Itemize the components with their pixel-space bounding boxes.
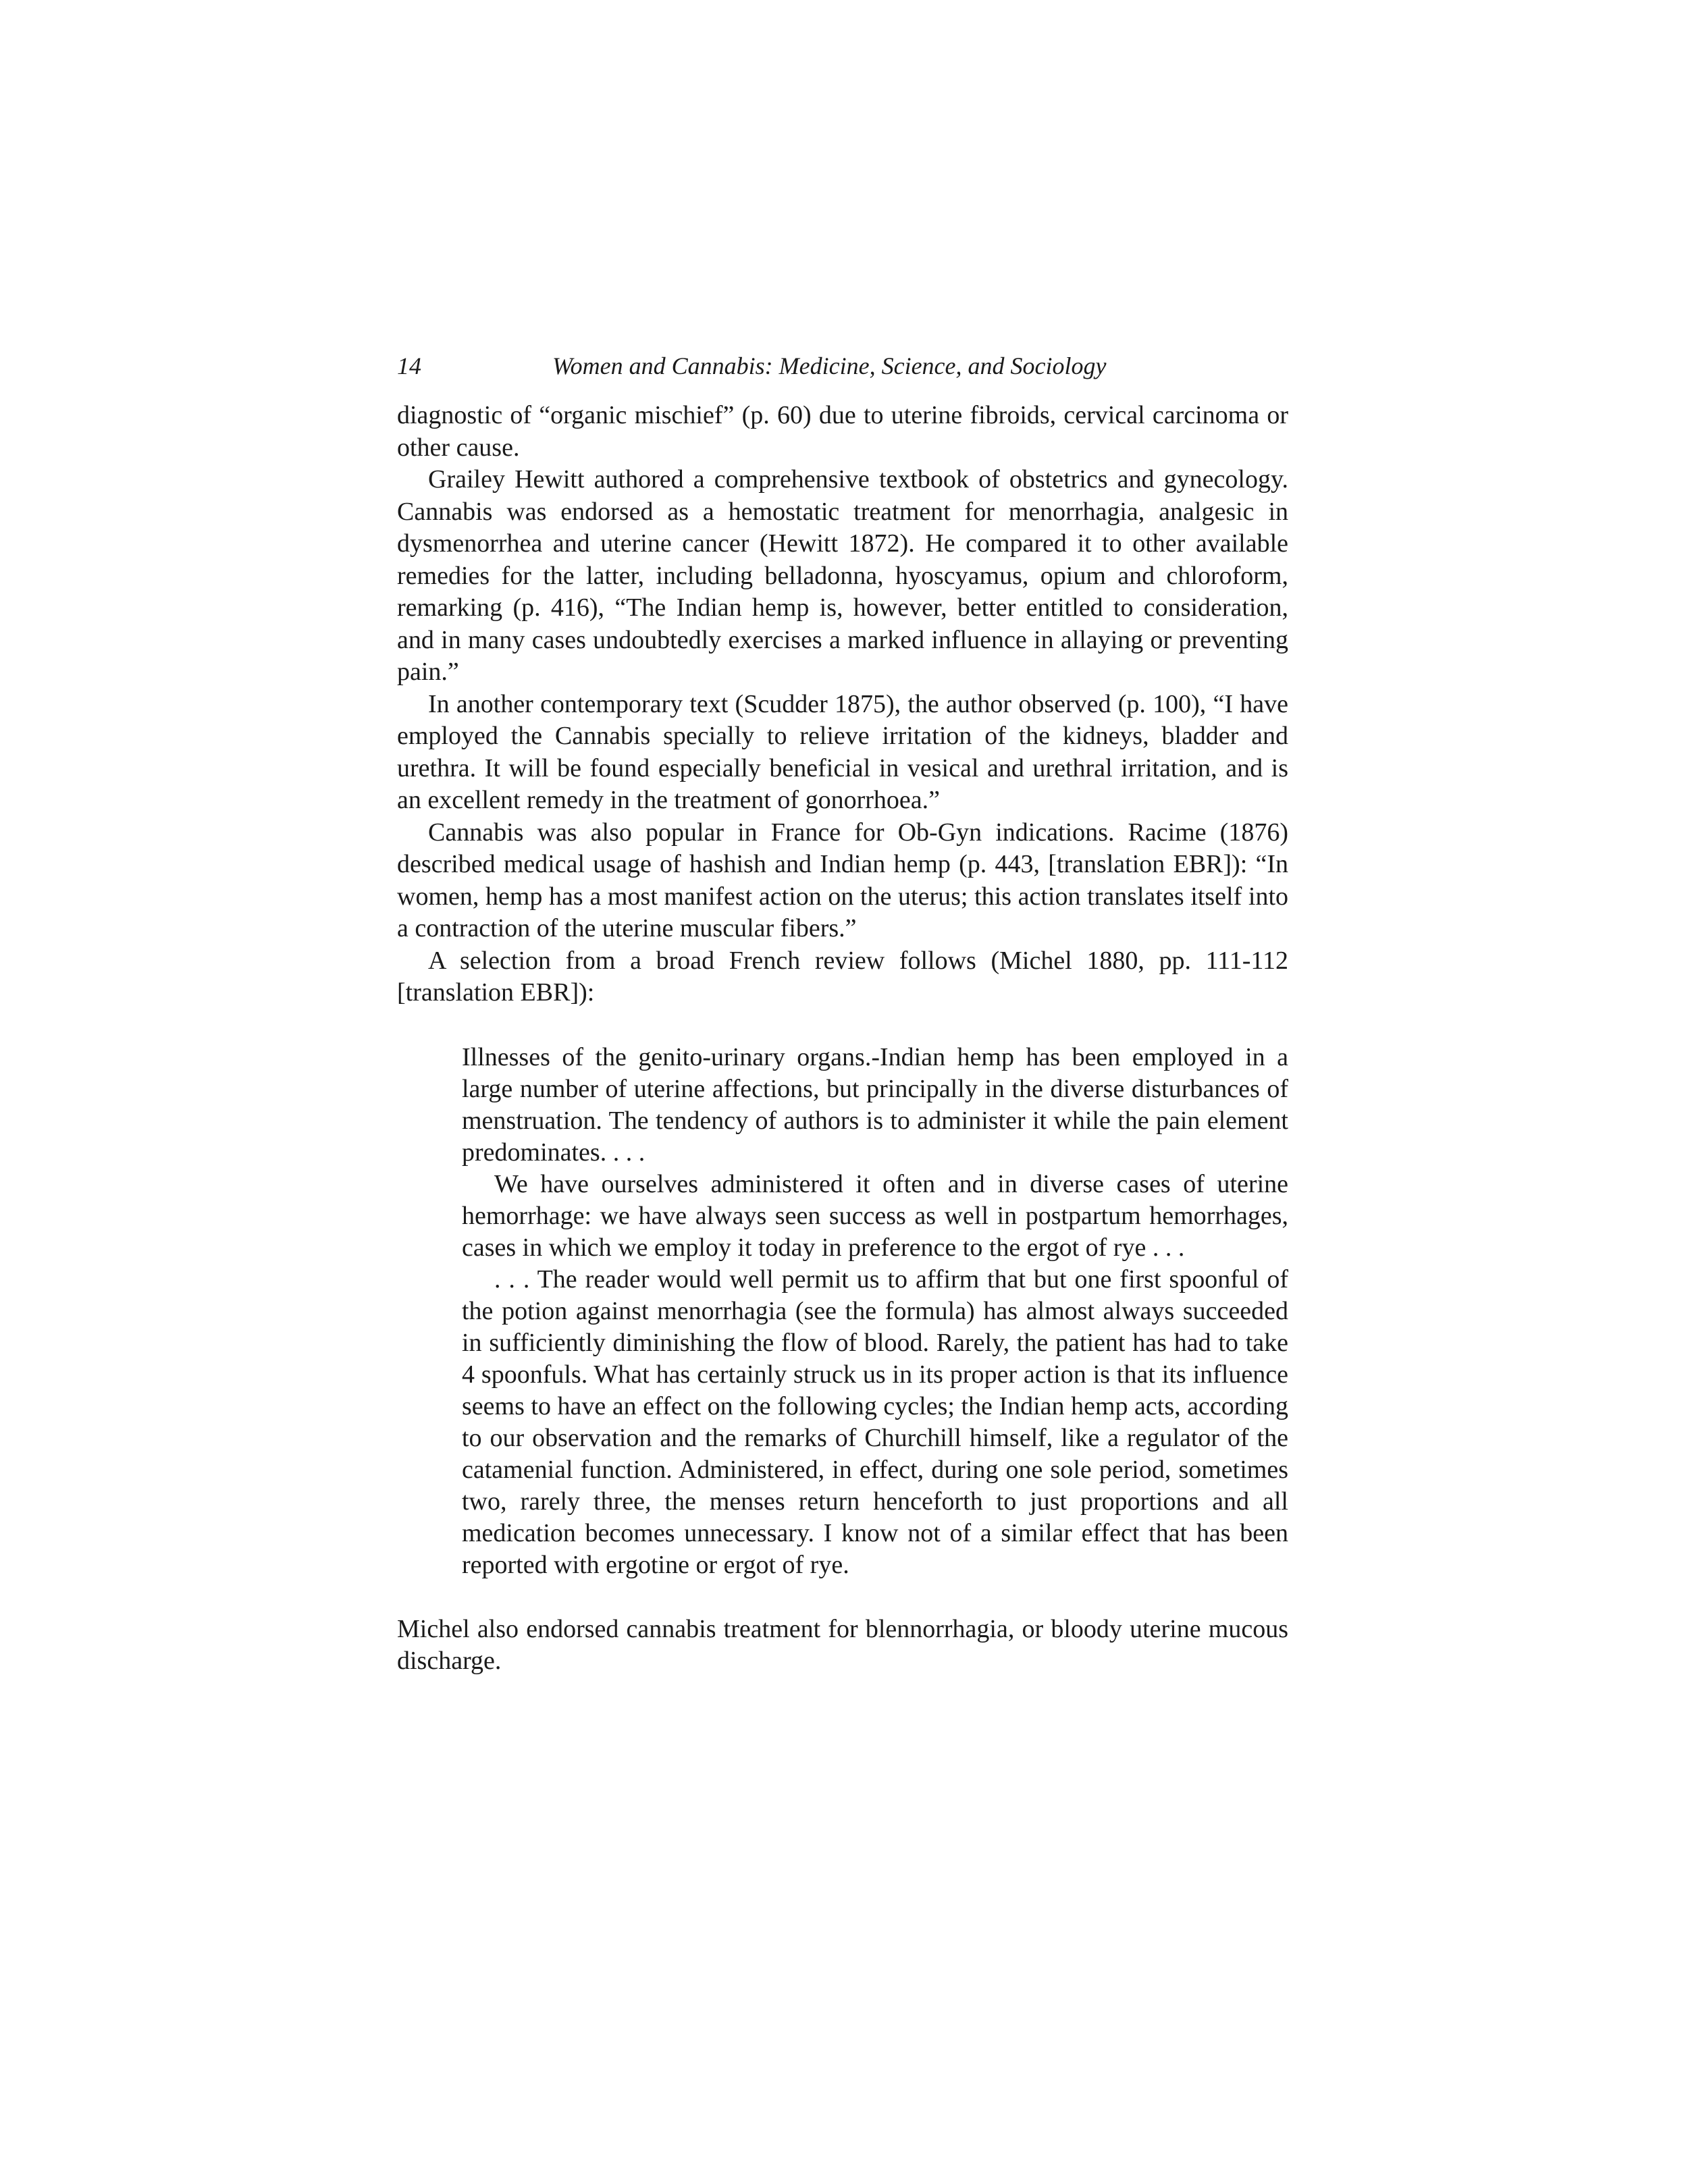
page-number: 14 xyxy=(397,352,421,379)
block-quote xyxy=(462,1042,1288,1581)
paragraph: Michel also endorsed cannabis treatment for blennorrhagia, or bloody uterine mucous discharge. xyxy=(397,1614,1288,1675)
paragraph: In another contemporary text (Scudder 1875), the author observed (p. 100), “I have employed the Cannabis specially to relieve irritation of the kidneys, bladder and urethra. It will be found especially beneficial in vesical and urethral irritation, and is an excellent remedy in the treatment of gonorrhoea.” xyxy=(397,689,1288,814)
paragraph: Grailey Hewitt authored a comprehensive textbook of obstetrics and gynecology. Cannabis was endorsed as a hemostatic treatment for menorrhagia, analgesic in dysmenorrhea and uterine cancer (Hewitt 1872). He compared it to other available remedies for the latter, including belladonna, hyoscyamus, opium and chloroform, remarking (p. 416), “The Indian hemp is, however, better entitled to consideration, and in many cases undoubtedly exercises a marked influence in allaying or preventing pain.” xyxy=(397,465,1288,686)
running-head xyxy=(397,346,1288,386)
paragraph: A selection from a broad French review follows (Michel 1880, pp. 111-112 [translation EBR]): xyxy=(397,946,1288,1007)
book-page xyxy=(397,346,1288,1678)
book-title: Women and Cannabis: Medicine, Science, and Sociology xyxy=(552,352,1107,379)
paragraph: diagnostic of “organic mischief” (p. 60) due to uterine fibroids, cervical carcinoma or other cause. xyxy=(397,401,1288,462)
quote-paragraph: We have ourselves administered it often and in diverse cases of uterine hemorrhage: we have always seen success as well in postpartum hemorrhages, cases in which we employ it today in preference to the ergot of rye . . . xyxy=(462,1169,1288,1262)
paragraph: Cannabis was also popular in France for Ob-Gyn indications. Racime (1876) described medical usage of hashish and Indian hemp (p. 443, [translation EBR]): “In women, hemp has a most manifest action on the uterus; this action translates itself into a contraction of the uterine muscular fibers.” xyxy=(397,818,1288,942)
body-text xyxy=(397,400,1288,1678)
quote-paragraph: . . . The reader would well permit us to affirm that but one first spoonful of the potion against menorrhagia (see the formula) has almost always succeeded in sufficiently diminishing the flow of blood. Rarely, the patient has had to take 4 spoonfuls. What has certainly struck us in its proper action is that its influence seems to have an effect on the following cycles; the Indian hemp acts, according to our observation and the remarks of Churchill himself, like a regulator of the catamenial function. Administered, in effect, during one sole period, sometimes two, rarely three, the menses return henceforth to just proportions and all medication becomes unnecessary. I know not of a similar effect that has been reported with ergotine or ergot of rye. xyxy=(462,1264,1288,1579)
quote-paragraph: Illnesses of the genito-urinary organs.-Indian hemp has been employed in a large number of uterine affections, but principally in the diverse disturbances of menstruation. The tendency of authors is to administer it while the pain element predominates. . . . xyxy=(462,1042,1288,1167)
